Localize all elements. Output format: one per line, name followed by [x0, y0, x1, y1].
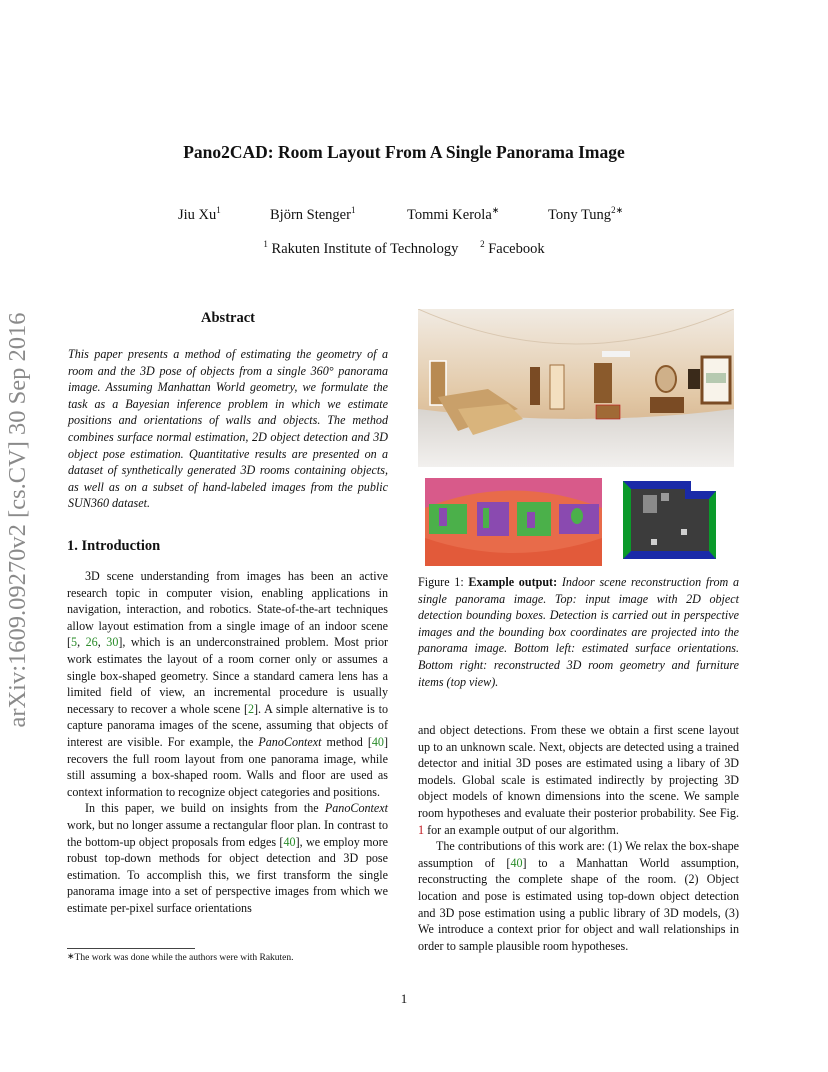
citation-link[interactable]: 5 [71, 635, 78, 650]
paragraph: In this paper, we build on insights from the PanoContext work, but no longer assume a rectangular floor plan. In contrast to the bottom-up object proposals from edges [40], we employ more robust top-down methods for object detection and 3D pose estimation. To accomplish this, we first transform the single panorama image into a set of perspective images from which we estimate per-pixel surface orientations [67, 801, 388, 915]
page-number: 1 [400, 991, 408, 1006]
abstract-heading: Abstract [201, 310, 255, 326]
author: Tony Tung$^{2∗}$ [548, 205, 624, 223]
citation-link[interactable]: 40 [510, 855, 523, 870]
footnote-rule [67, 948, 195, 949]
section-heading: 1. Introduction [67, 538, 161, 554]
author: Björn Stenger$^1$ [270, 205, 356, 223]
panorama-image [418, 309, 734, 467]
author: Tommi Kerola∗ [407, 205, 500, 223]
citation-link[interactable]: 40 [283, 834, 296, 849]
affiliations: $^1$ Rakuten Institute of Technology $^2$ Facebook [263, 239, 545, 257]
right-column [418, 722, 739, 954]
surface-orientation-image [425, 478, 602, 566]
citation-link[interactable]: 26 [85, 635, 98, 650]
paragraph: The contributions of this work are: (1) We relax the box-shape assumption of [40] to a Manhattan World assumption, reconstructing the complete shape of the room. (2) Object location and pose is estimated using top-down object detection and 3D pose estimation using a public library of 3D models, (3) We introduce a context prior for object and wall relationships in order to sample plausible room hypotheses. [418, 839, 740, 953]
intro-column [67, 568, 388, 916]
footnote: ∗The work was done while the authors were with Rakuten. [67, 951, 294, 963]
affiliation: Rakuten Institute of Technology [271, 241, 459, 257]
paper-title: Pano2CAD: Room Layout From A Single Panorama Image [183, 142, 625, 162]
paragraph: 3D scene understanding from images has been an active research topic in computer vision, enabling applications in navigation, interaction, and robotics. State-of-the-art techniques allow layout estimation from a single image of an indoor scene [5, 26, 30], which is an underconstrained problem. Most prior work estimates the layout of a room corner only or assumes a single box-shaped geometry. Since a standard camera lens has a limited field of view, an incremental procedure is usually necessary to recover a whole scene [2]. A simple alternative is to capture panorama images of the scene, assuming that objects of interest are visible. For example, the PanoContext method [40] recovers the full room layout from one panorama image, while still assuming a box-shaped room. Walls and floor are used as context information to recognize object categories and positions. [67, 569, 389, 799]
figure-link[interactable]: 1 [418, 822, 425, 837]
figure-caption: Figure 1: Example output: Indoor scene reconstruction from a single panorama image. Top: input image with 2D object detection bounding boxes. Detection is carried out in perspective images and the bounding box coordinates are projected into the panorama image. Bottom left: estimated surface orientations. Bottom right: reconstructed 3D room geometry and furniture items (top view). [418, 575, 739, 689]
paragraph: and object detections. From these we obtain a first scene layout up to an unknown scale. Next, objects are detected using a trained detector and initial 3D poses are estimated using a libary of 3D models. Global scale is estimated indirectly by projecting 3D object models of known dimensions into the scene. We sample room hypotheses and evaluate their posterior probability. See Fig. 1 for an example output of our algorithm. [418, 723, 739, 837]
abstract-text: This paper presents a method of estimating the geometry of a room and the 3D pose of objects from a single 360° panorama image. Assuming Manhattan World geometry, we formulate the task as a Bayesian inference problem in which we estimate positions and orientations of walls and objects. The method combines surface normal estimation, 2D object detection and 3D object pose estimation. Quantitative results are presented on a dataset of synthetically generated 3D rooms containing objects, as well as on a subset of hand-labeled images from the public SUN360 dataset. [68, 347, 388, 511]
citation-link[interactable]: 2 [247, 701, 255, 716]
affiliation: Facebook [488, 241, 545, 257]
citation-link[interactable]: 30 [106, 635, 119, 650]
room-topview-image [621, 479, 718, 562]
author: Jiu Xu$^1$ [178, 205, 221, 223]
citation-link[interactable]: 40 [371, 734, 384, 749]
arxiv-id: arXiv:1609.09270v2 [cs.CV] 30 Sep 2016 [4, 312, 31, 728]
